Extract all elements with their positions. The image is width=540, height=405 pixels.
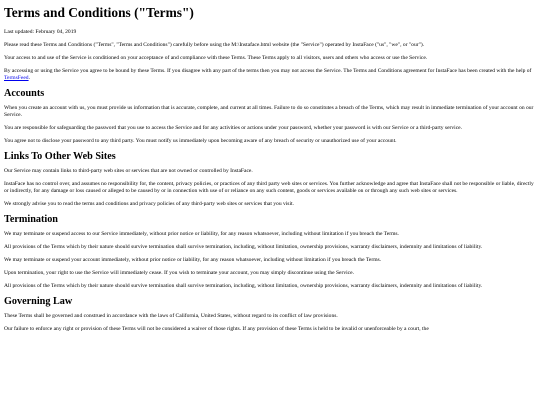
termination-paragraph-2: All provisions of the Terms which by their nature should survive termination shall survive termination, including, without limitation, ownership provisions, warranty disclaimers, indemnity and limitations of liability. <box>4 244 483 250</box>
accounts-heading: Accounts <box>4 88 45 99</box>
termsfeed-link[interactable]: TermsFeed <box>4 75 29 81</box>
termination-heading: Termination <box>4 214 58 225</box>
intro-paragraph-2: Your access to and use of the Service is conditioned on your acceptance of and compliance with these Terms. These Terms apply to all visitors, users and others who access or use the Service. <box>4 55 428 61</box>
links-paragraph-2: InstaFace has no control over, and assumes no responsibility for, the content, privacy policies, or practices of any third party web sites or services. You further acknowledge and agree that InstaFace shall not be responsible or liable, directly or indirectly, for any damage or loss caused or alleged to be caused by or in connection with use of or reliance on any such content, goods or services available on or through any such web sites or services. <box>4 181 534 194</box>
accounts-paragraph-2: You are responsible for safeguarding the password that you use to access the Service and for any activities or actions under your password, whether your password is with our Service or a third-party service. <box>4 125 463 131</box>
intro-agreement-end: . <box>28 75 30 81</box>
termination-paragraph-1: We may terminate or suspend access to our Service immediately, without prior notice or liability, for any reason whatsoever, including without limitation if you breach the Terms. <box>4 231 399 237</box>
last-updated: Last updated: February 04, 2019 <box>4 29 77 35</box>
page-title: Terms and Conditions ("Terms") <box>4 5 194 20</box>
intro-agreement-text: By accessing or using the Service you agree to be bound by these Terms. If you disagree with any part of the terms then you may not access the Service. The Terms and Conditions agreement for InstaFace has been created with the help of <box>4 68 532 74</box>
links-paragraph-3: We strongly advise you to read the terms and conditions and privacy policies of any third-party web sites or services that you visit. <box>4 201 294 207</box>
termination-paragraph-5: All provisions of the Terms which by their nature should survive termination shall survive termination, including, without limitation, ownership provisions, warranty disclaimers, indemnity and limitations of liability. <box>4 283 483 289</box>
intro-paragraph-3 <box>4 68 536 82</box>
links-heading: Links To Other Web Sites <box>4 151 116 162</box>
links-paragraph-1: Our Service may contain links to third-party web sites or services that are not owned or controlled by InstaFace. <box>4 168 253 174</box>
termination-paragraph-3: We may terminate or suspend your account immediately, without prior notice or liability, for any reason whatsoever, including without limitation if you breach the Terms. <box>4 257 382 263</box>
governing-paragraph-2: Our failure to enforce any right or provision of these Terms will not be considered a waiver of those rights. If any provision of these Terms is held to be invalid or unenforceable by a court, the <box>4 326 429 332</box>
accounts-paragraph-1: When you create an account with us, you must provide us information that is accurate, complete, and current at all times. Failure to do so constitutes a breach of the Terms, which may result in immediate termination of your account on our Service. <box>4 105 534 118</box>
termination-paragraph-4: Upon termination, your right to use the Service will immediately cease. If you wish to terminate your account, you may simply discontinue using the Service. <box>4 270 354 276</box>
accounts-paragraph-3: You agree not to disclose your password to any third party. You must notify us immediately upon becoming aware of any breach of security or unauthorized use of your account. <box>4 138 397 144</box>
governing-paragraph-1: These Terms shall be governed and construed in accordance with the laws of California, United States, without regard to its conflict of law provisions. <box>4 313 338 319</box>
intro-paragraph-1: Please read these Terms and Conditions ("Terms", "Terms and Conditions") carefully before using the M:\Instaface.html website (the "Service") operated by InstaFace ("us", "we", or "our"). <box>4 42 425 48</box>
governing-law-heading: Governing Law <box>4 296 73 307</box>
